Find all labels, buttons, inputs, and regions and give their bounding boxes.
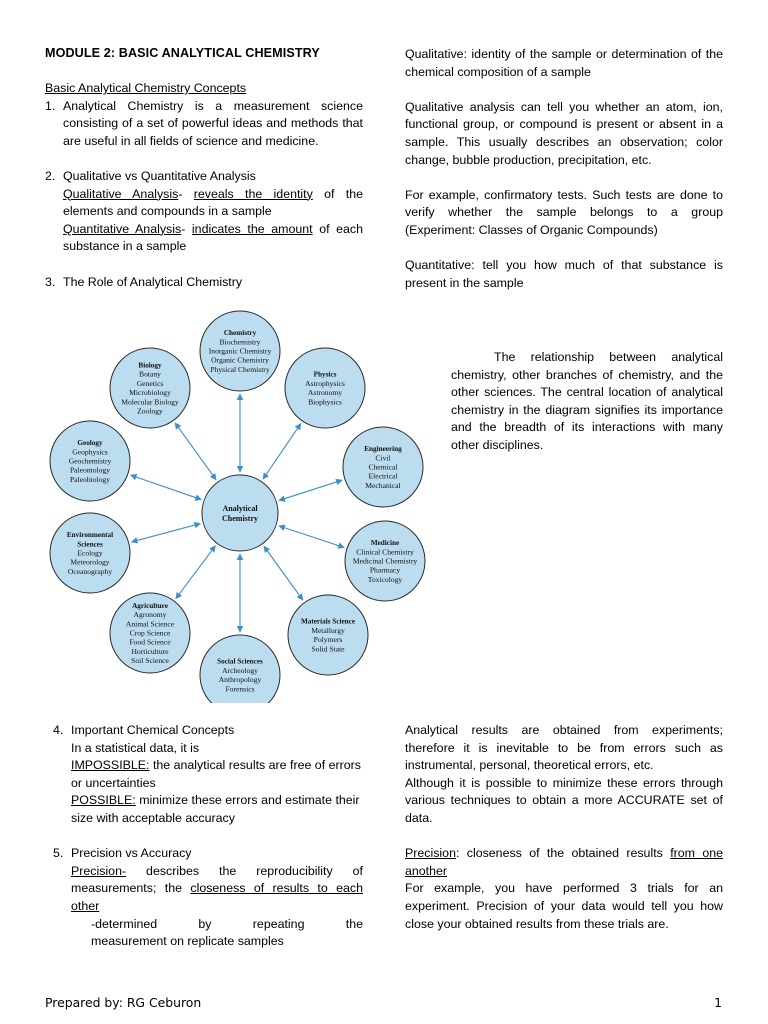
- section-heading: Basic Analytical Chemistry Concepts: [45, 81, 247, 95]
- qualitative-definition: Qualitative Analysis- reveals the identity of the elements and compounds in a sample: [63, 186, 364, 219]
- analytical-chemistry-diagram: [38, 303, 438, 703]
- node-subfield: Toxicology: [367, 574, 403, 584]
- node-subfield: Biophysics: [308, 397, 342, 407]
- node-environmental-sciences: [50, 513, 130, 593]
- list-item-5: [53, 845, 363, 951]
- connector-arrow-8: [131, 475, 202, 499]
- qualitative-note: Qualitative: identity of the sample or determination of the chemical composition of a sample: [405, 47, 723, 79]
- errors-note: Analytical results are obtained from experiments; therefore it is inevitable to be from errors such as instrumental, personal, theoretical errors, etc.: [405, 723, 723, 773]
- node-subfield: Physical Chemistry: [210, 364, 270, 374]
- node-subfield: Horticulture: [131, 646, 169, 656]
- node-subfield: Metallurgy: [311, 625, 345, 635]
- center-node: [202, 475, 278, 551]
- node-geology: [50, 421, 130, 501]
- node-subfield: Food Science: [129, 637, 171, 647]
- list-number: 2.: [45, 168, 56, 183]
- node-subfield: Civil: [375, 453, 391, 463]
- prepared-by: Prepared by: RG Ceburon: [45, 995, 202, 1010]
- node-title: Social Sciences: [217, 657, 263, 666]
- determined-line-1: -determined by repeating the: [91, 916, 363, 931]
- right-column-bottom: [405, 722, 723, 933]
- node-title: Chemistry: [223, 329, 257, 338]
- left-column-top: [45, 80, 363, 291]
- node-title: Physics: [313, 370, 337, 379]
- node-subfield: Zoology: [137, 406, 163, 416]
- node-title: Materials Science: [300, 617, 356, 626]
- node-subfield: Molecular Biology: [121, 397, 179, 407]
- node-subfield: Biochemistry: [219, 337, 261, 347]
- connector-arrow-2: [279, 480, 342, 500]
- node-subfield: Forensics: [225, 684, 255, 694]
- list-number: 4.: [53, 723, 64, 737]
- connector-arrow-4: [264, 546, 303, 600]
- item-heading: The Role of Analytical Chemistry: [63, 274, 243, 289]
- qualitative-analysis-note: Qualitative analysis can tell you whether an atom, ion, functional group, or compound is present or absent in a sample. This usually describes an observation; color change, bubble production, precipitation, etc.: [405, 99, 723, 167]
- minimize-errors-note: Although it is possible to minimize these errors through various techniques to obtain a more ACCURATE set of data.: [405, 775, 723, 825]
- node-subfield: Oceanography: [67, 566, 113, 576]
- node-title: Chemistry: [222, 514, 258, 523]
- node-subfield: Animal Science: [125, 619, 175, 629]
- node-subfield: Microbiology: [129, 388, 171, 398]
- connector-arrow-6: [176, 546, 216, 599]
- node-title: Analytical: [222, 504, 258, 513]
- page-number: 1: [714, 995, 722, 1010]
- list-item-4: [53, 722, 363, 828]
- node-subfield: Mechanical: [365, 480, 401, 490]
- right-column-top: [405, 46, 723, 292]
- node-subfield: Polymers: [313, 635, 343, 645]
- quantitative-definition: Quantitative Analysis- indicates the amount of each substance in a sample: [63, 221, 363, 254]
- connector-arrow-3: [279, 526, 344, 548]
- item-intro: In a statistical data, it is: [71, 740, 200, 755]
- node-subfield: Medicinal Chemistry: [352, 556, 418, 566]
- node-title: Geology: [77, 439, 103, 448]
- list-number: 1.: [45, 98, 56, 113]
- connector-arrow-1: [263, 424, 301, 480]
- node-engineering: [343, 427, 423, 507]
- node-title: Agriculture: [132, 601, 168, 610]
- node-materials-science: [288, 595, 368, 675]
- node-subfield: Archeology: [222, 665, 258, 675]
- determined-line-2: measurement on replicate samples: [91, 934, 284, 949]
- node-subfield: Chemical: [368, 462, 398, 472]
- list-item-3: [45, 274, 363, 292]
- possible-statement: POSSIBLE: minimize these errors and estimate their size with acceptable accuracy: [71, 793, 360, 825]
- node-subfield: Pharmacy: [369, 565, 401, 575]
- node-agriculture: [110, 593, 190, 673]
- node-subfield: Meteorology: [70, 557, 110, 567]
- trials-example-note: For example, you have performed 3 trials for an experiment. Precision of your data would tell you how close your obtained results from these trials are.: [405, 881, 723, 931]
- node-title: Sciences: [77, 540, 103, 549]
- node-biology: [110, 348, 190, 428]
- list-item-1: [45, 98, 363, 151]
- precision-definition: Precision- describes the reproducibility of measurements; the closeness of results to each other: [71, 863, 363, 913]
- list-number: 5.: [53, 846, 64, 861]
- node-subfield: Paleobiology: [69, 474, 111, 484]
- item-heading: Qualitative vs Quantitative Analysis: [63, 168, 256, 183]
- node-physics: [285, 348, 365, 428]
- item-heading: Precision vs Accuracy: [71, 846, 192, 861]
- node-title: Biology: [138, 361, 162, 370]
- left-column-bottom: [53, 722, 363, 951]
- node-chemistry: [200, 311, 280, 391]
- node-subfield: Geochemistry: [68, 456, 112, 466]
- node-subfield: Astrophysics: [305, 378, 345, 388]
- quantitative-note: Quantitative: tell you how much of that substance is present in the sample: [405, 258, 723, 290]
- node-subfield: Ecology: [77, 548, 103, 558]
- node-subfield: Inorganic Chemistry: [208, 346, 272, 356]
- node-subfield: Genetics: [136, 378, 164, 388]
- node-subfield: Astronomy: [307, 388, 343, 398]
- node-subfield: Electrical: [368, 471, 398, 481]
- node-subfield: Crop Science: [129, 628, 171, 638]
- node-subfield: Clinical Chemistry: [356, 547, 414, 557]
- node-subfield: Anthropology: [218, 675, 262, 685]
- node-title: Environmental: [66, 531, 114, 540]
- connector-arrow-9: [175, 423, 216, 480]
- node-social-sciences: [200, 635, 280, 703]
- impossible-statement: IMPOSSIBLE: the analytical results are free of errors or uncertainties: [71, 758, 361, 790]
- item-text: Analytical Chemistry is a measurement science consisting of a set of powerful ideas and methods that are useful in all fields of science and medicine.: [63, 98, 363, 148]
- node-medicine: [345, 521, 425, 601]
- node-subfield: Solid State: [311, 644, 345, 654]
- diagram-caption: The relationship between analytical chemistry, other branches of chemistry, and the other sciences. The central location of analytical chemistry in the diagram signifies its importance and the breadth of its interactions with many other disciplines.: [451, 350, 723, 452]
- item-heading: Important Chemical Concepts: [71, 723, 235, 737]
- node-subfield: Paleontology: [69, 465, 111, 475]
- module-title: MODULE 2: BASIC ANALYTICAL CHEMISTRY: [45, 46, 320, 60]
- node-subfield: Botany: [139, 369, 161, 379]
- connector-arrow-7: [132, 524, 201, 542]
- confirmatory-tests-note: For example, confirmatory tests. Such tests are done to verify whether the sample belongs to a group (Experiment: Classes of Organic Compounds): [405, 187, 723, 237]
- center-node-circle: [202, 475, 278, 551]
- node-title: Engineering: [364, 445, 402, 454]
- precision-note: Precision: closeness of the obtained results from one another: [405, 846, 723, 878]
- node-subfield: Organic Chemistry: [211, 355, 269, 365]
- node-subfield: Soil Science: [131, 656, 169, 666]
- list-item-2: [45, 168, 363, 256]
- node-subfield: Agronomy: [133, 610, 167, 620]
- node-title: Medicine: [370, 539, 400, 548]
- node-subfield: Geophysics: [72, 447, 108, 457]
- list-number: 3.: [45, 274, 56, 289]
